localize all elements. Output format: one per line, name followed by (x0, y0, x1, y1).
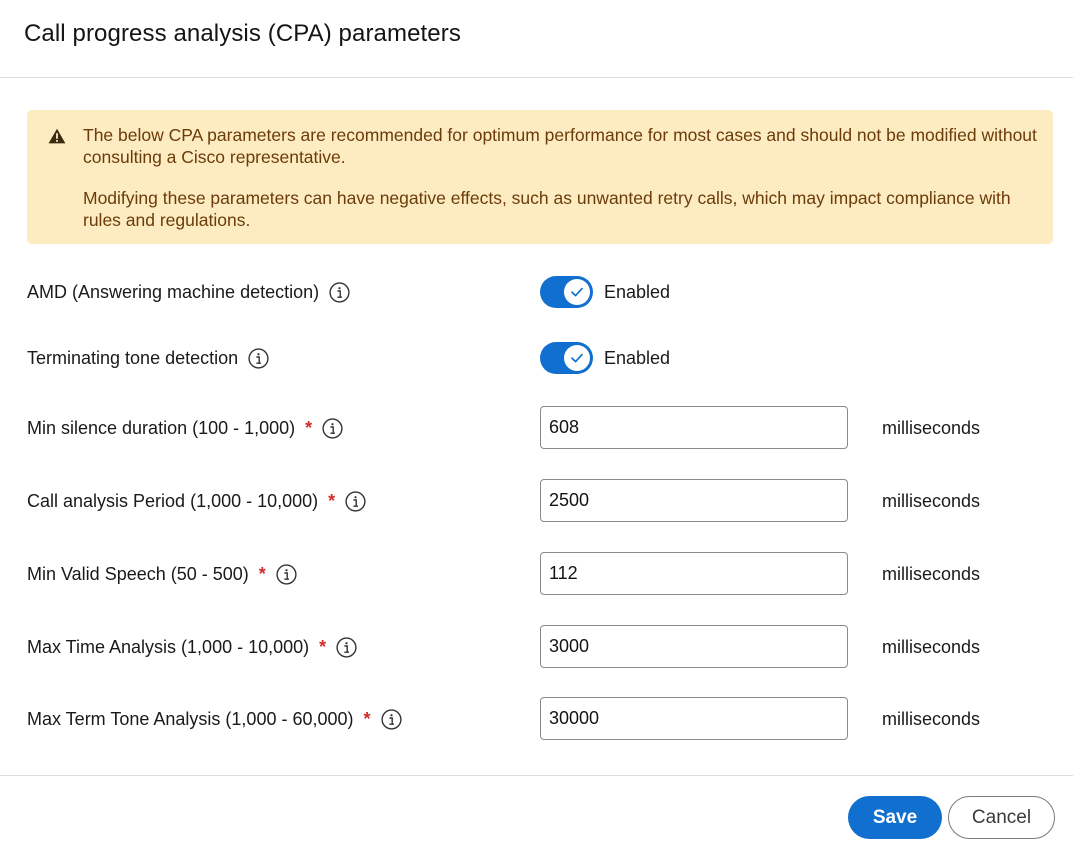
min-valid-speech-input[interactable] (540, 552, 848, 595)
dialog-footer (0, 775, 1073, 854)
min-valid-speech-unit: milliseconds (882, 563, 981, 584)
check-icon (570, 351, 584, 365)
max-time-analysis-unit: milliseconds (882, 636, 981, 657)
save-button[interactable]: Save (848, 796, 942, 839)
terminating-tone-row (0, 336, 1073, 380)
required-marker: * (319, 636, 327, 657)
min-silence-input[interactable] (540, 406, 848, 449)
warning-text (83, 125, 1038, 231)
max-time-analysis-row (0, 625, 1073, 669)
max-term-tone-analysis-input[interactable] (540, 697, 848, 740)
info-icon[interactable] (322, 418, 343, 439)
required-marker: * (363, 708, 371, 729)
call-analysis-period-label (27, 479, 366, 523)
terminating-tone-label-text: Terminating tone detection (27, 347, 239, 368)
min-silence-row (0, 406, 1073, 450)
max-term-tone-analysis-label-text: Max Term Tone Analysis (1,000 - 60,000) (27, 708, 354, 729)
min-valid-speech-label (27, 552, 297, 596)
required-marker: * (258, 563, 266, 584)
warning-banner (27, 110, 1053, 244)
min-silence-unit: milliseconds (882, 417, 981, 438)
info-icon[interactable] (248, 348, 269, 369)
required-marker: * (328, 490, 336, 511)
check-icon (570, 285, 584, 299)
warning-paragraph-2: Modifying these parameters can have negative effects, such as unwanted retry calls, which may impact compliance with rules and regulations. (83, 188, 1011, 230)
amd-label (27, 270, 350, 314)
warning-paragraph-1: The below CPA parameters are recommended for optimum performance for most cases and should not be modified without consulting a Cisco representative. (83, 125, 1037, 167)
info-icon[interactable] (329, 282, 350, 303)
max-term-tone-analysis-row (0, 697, 1073, 741)
max-term-tone-analysis-unit: milliseconds (882, 708, 981, 729)
call-analysis-period-input[interactable] (540, 479, 848, 522)
max-time-analysis-input[interactable] (540, 625, 848, 668)
max-time-analysis-label (27, 625, 357, 669)
max-time-analysis-label-text: Max Time Analysis (1,000 - 10,000) (27, 636, 310, 657)
toggle-knob (564, 345, 590, 371)
info-icon[interactable] (381, 709, 402, 730)
max-term-tone-analysis-label (27, 697, 402, 741)
call-analysis-period-unit: milliseconds (882, 490, 981, 511)
info-icon[interactable] (276, 564, 297, 585)
min-silence-label (27, 406, 343, 450)
cancel-button[interactable]: Cancel (948, 796, 1055, 839)
info-icon[interactable] (336, 637, 357, 658)
min-valid-speech-label-text: Min Valid Speech (50 - 500) (27, 563, 249, 584)
required-marker: * (305, 417, 313, 438)
dialog-title: Call progress analysis (CPA) parameters (24, 20, 461, 47)
amd-toggle-state: Enabled (604, 281, 671, 302)
call-analysis-period-label-text: Call analysis Period (1,000 - 10,000) (27, 490, 319, 511)
amd-row (0, 270, 1073, 314)
min-valid-speech-row (0, 552, 1073, 596)
amd-toggle[interactable] (540, 276, 593, 308)
toggle-knob (564, 279, 590, 305)
warning-triangle-icon (48, 128, 66, 144)
info-icon[interactable] (345, 491, 366, 512)
dialog-header (0, 0, 1073, 78)
terminating-tone-toggle[interactable] (540, 342, 593, 374)
call-analysis-period-row (0, 479, 1073, 523)
terminating-tone-label (27, 336, 269, 380)
amd-label-text: AMD (Answering machine detection) (27, 281, 320, 302)
min-silence-label-text: Min silence duration (100 - 1,000) (27, 417, 296, 438)
terminating-tone-toggle-state: Enabled (604, 347, 671, 368)
